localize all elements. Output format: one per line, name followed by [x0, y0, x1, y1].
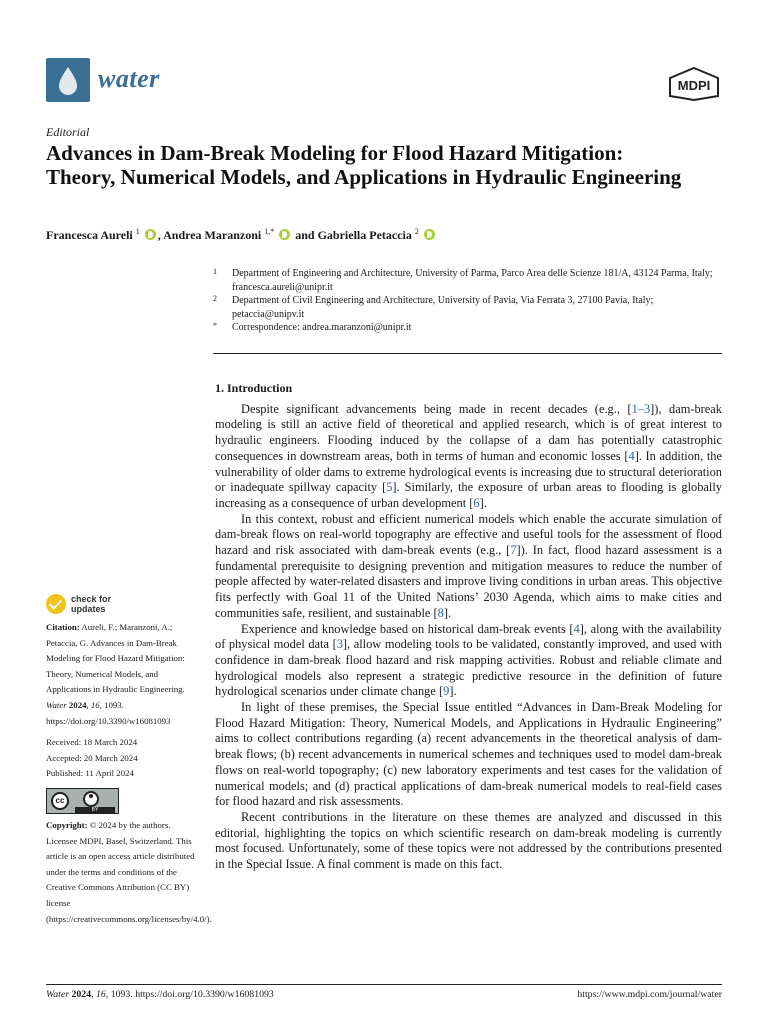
check-updates-line1: check for: [71, 594, 112, 604]
check-updates-line2: updates: [71, 604, 106, 614]
cc-icon: cc: [51, 792, 69, 810]
author-name: Andrea Maranzoni: [163, 228, 262, 242]
paragraph-text: Recent contributions in the literature on these themes are analyzed and discussed in this editorial, highlighting the topics on which scientific research on dam-break modeling is currently most focused. Unfortunately, some of these topics were not addressed by the contributions presented in the Special Issue. A final comment is made on this fact.: [215, 809, 722, 872]
citation-journal: Water: [46, 699, 67, 710]
article-title: Advances in Dam-Break Modeling for Flood Hazard Mitigation: Theory, Numerical Models, and Applications in Hydraulic Engineering: [46, 141, 682, 189]
affiliation-item: [213, 267, 723, 294]
publisher-name: MDPI: [677, 78, 711, 93]
body-paragraph: [215, 512, 722, 622]
paragraph-text: ].: [479, 495, 487, 510]
paragraph-text: ]). In fact, flood hazard assessment is a fundamental prerequisite to designing prevention and mitigation measures to reduce the number of people affected by water-related disasters and improve living conditions in urban areas. This objective fits perfectly with Goal 11 of the United Nations’ 2030 Agenda, which aims to make cities and communities safe, resilient, and sustainable [: [215, 543, 722, 620]
citation-link[interactable]: 3: [336, 637, 343, 652]
citation-link[interactable]: 4: [573, 621, 580, 636]
sidebar: [46, 592, 212, 933]
cc-by-license-badge[interactable]: [46, 788, 119, 814]
footer-doi[interactable]: , 1093. https://doi.org/10.3390/w16081093: [105, 989, 274, 1000]
paragraph-text: In light of these premises, the Special Issue entitled “Advances in Dam-Break Modeling for Flood Hazard Mitigation: Theory, Numerical Models, and Applications in Hydraulic Engineering” aims to collect contributions regarding (a) recent advancements in the theoretical analysis of dam-break flows; (b) recent advancements in numerical schemes and techniques used to model dam-break flows on real-world topography; (c) new laboratory experiments and test cases for the validation of numerical models; and (d) practical applications of dam-break numerical models to real-field cases for flood hazard and risk assessments.: [215, 700, 722, 809]
body-paragraph: [215, 622, 722, 701]
footer-volume: , 16: [91, 989, 106, 1000]
checkmark-icon: [46, 594, 66, 614]
article-type: Editorial: [46, 125, 90, 139]
paragraphs: [215, 402, 722, 873]
footer-journal: Water: [46, 989, 70, 1000]
cc-by-label: BY: [75, 807, 115, 814]
affiliation-item: [213, 321, 723, 335]
citation-block: [46, 620, 198, 729]
published-date: Published: 11 April 2024: [46, 768, 134, 779]
copyright-block: [46, 818, 212, 927]
citation-link[interactable]: 6: [473, 495, 480, 510]
affiliation-text: Department of Engineering and Architecture, University of Parma, Parco Area delle Scienze 181/A, 43124 Parma, Italy; francesca.aureli@unipr.it: [232, 268, 713, 293]
orcid-icon[interactable]: [424, 229, 435, 240]
affiliations: [213, 267, 723, 335]
dates-block: [46, 735, 198, 782]
orcid-icon[interactable]: [279, 229, 290, 240]
paragraph-text: ], along with the availability of physical model data [: [215, 621, 722, 652]
section-heading: 1. Introduction: [215, 381, 293, 395]
citation-link[interactable]: 9: [443, 684, 450, 699]
publisher-logo: [666, 66, 722, 102]
paragraph-text: ].: [443, 605, 452, 620]
journal-header: [46, 58, 722, 104]
author-joiner: ,: [157, 228, 164, 242]
author-affiliation-mark: 1,*: [264, 227, 275, 236]
citation-link[interactable]: 5: [386, 480, 393, 495]
attribution-person-icon: [83, 791, 99, 807]
paragraph-text: ].: [449, 684, 457, 699]
citation-link[interactable]: 8: [437, 605, 444, 620]
body-paragraph: [215, 700, 722, 810]
paragraph-text: ]), dam-break modeling is still an active field of theoretical and applied research, which is of great interest to hydraulic engineers. Flooding induced by the collapse of a dam has potentially catastrophic consequences in downstream areas, both in terms of human and economic losses [: [215, 401, 722, 463]
footer-citation: [46, 989, 274, 1000]
orcid-icon[interactable]: [145, 229, 156, 240]
copyright-label: Copyright:: [46, 819, 88, 830]
divider: [213, 353, 722, 354]
author-affiliation-mark: 2: [414, 227, 419, 236]
water-drop-icon: [46, 58, 90, 102]
main-content: [215, 381, 722, 873]
affiliation-mark: *: [213, 321, 217, 330]
paragraph-text: Despite significant advancements being made in recent decades (e.g., [: [241, 401, 632, 416]
paragraph-text: In this context, robust and efficient numerical models which enable the accurate simulation of dam-break flows on real-world topography are effective and useful tools for the assessment of flood hazard and risk associated with dam-break events (e.g., [: [215, 511, 722, 558]
affiliation-mark: 2: [213, 294, 217, 303]
author-name: Francesca Aureli: [46, 228, 133, 242]
footer-year: 2024: [69, 989, 92, 1000]
citation-link[interactable]: 4: [628, 448, 635, 463]
body-paragraph: [215, 810, 722, 873]
received-date: Received: 18 March 2024: [46, 737, 138, 748]
body-paragraph: [215, 402, 722, 512]
affiliation-text: Department of Civil Engineering and Architecture, University of Pavia, Via Ferrata 3, 27100 Pavia, Italy; petaccia@unipv.it: [232, 295, 654, 320]
citation-link[interactable]: 7: [510, 543, 517, 558]
author-name: Gabriella Petaccia: [317, 228, 412, 242]
check-for-updates-button[interactable]: [46, 592, 198, 618]
accepted-date: Accepted: 20 March 2024: [46, 752, 138, 763]
author-list: [46, 227, 437, 243]
affiliation-mark: 1: [213, 267, 217, 276]
citation-link[interactable]: 1–3: [631, 401, 651, 416]
citation-text: Aureli, F.; Maranzoni, A.; Petaccia, G. Advances in Dam-Break Modeling for Flood Hazard Mitigation: Theory, Numerical Models, and Applications in Hydraulic Engineering.: [46, 622, 185, 695]
footer-journal-url[interactable]: https://www.mdpi.com/journal/water: [577, 989, 722, 1000]
footer-divider: [46, 984, 722, 985]
citation-year: 2024: [66, 699, 87, 710]
citation-volume: , 16: [86, 699, 100, 710]
paragraph-text: ], allow modeling tools to be validated, constantly improved, and used with confidence in dam-break flood hazard and risk mapping activities. Robust and reliable climate and hydrological models also represent a strategic predictive resource in the definition of future hydrological scenarios under climate change [: [215, 637, 722, 699]
affiliation-item: [213, 294, 723, 321]
author-joiner: and: [292, 228, 318, 242]
paragraph-text: ]. In addition, the vulnerability of older dams to extreme hydrological events is increasing due to structural deterioration or inadequate spillway capacity [: [215, 448, 722, 495]
citation-label: Citation:: [46, 622, 80, 632]
journal-name: water: [98, 64, 160, 93]
copyright-text: © 2024 by the authors. Licensee MDPI, Basel, Switzerland. This article is an open access article distributed under the terms and conditions of the Creative Commons Attribution (CC BY) license (https://creativecommons.org/licenses/by/4.0/).: [46, 819, 212, 924]
correspondence-text: Correspondence: andrea.maranzoni@unipr.it: [232, 322, 412, 333]
citation-doi[interactable]: , 1093. https://doi.org/10.3390/w16081093: [46, 699, 171, 726]
paragraph-text: Experience and knowledge based on historical dam-break events [: [241, 621, 574, 636]
paragraph-text: ]. Similarly, the exposure of urban areas to flooding is globally increasing as a consequence of urban development [: [215, 480, 722, 510]
author-affiliation-mark: 1: [135, 227, 140, 236]
